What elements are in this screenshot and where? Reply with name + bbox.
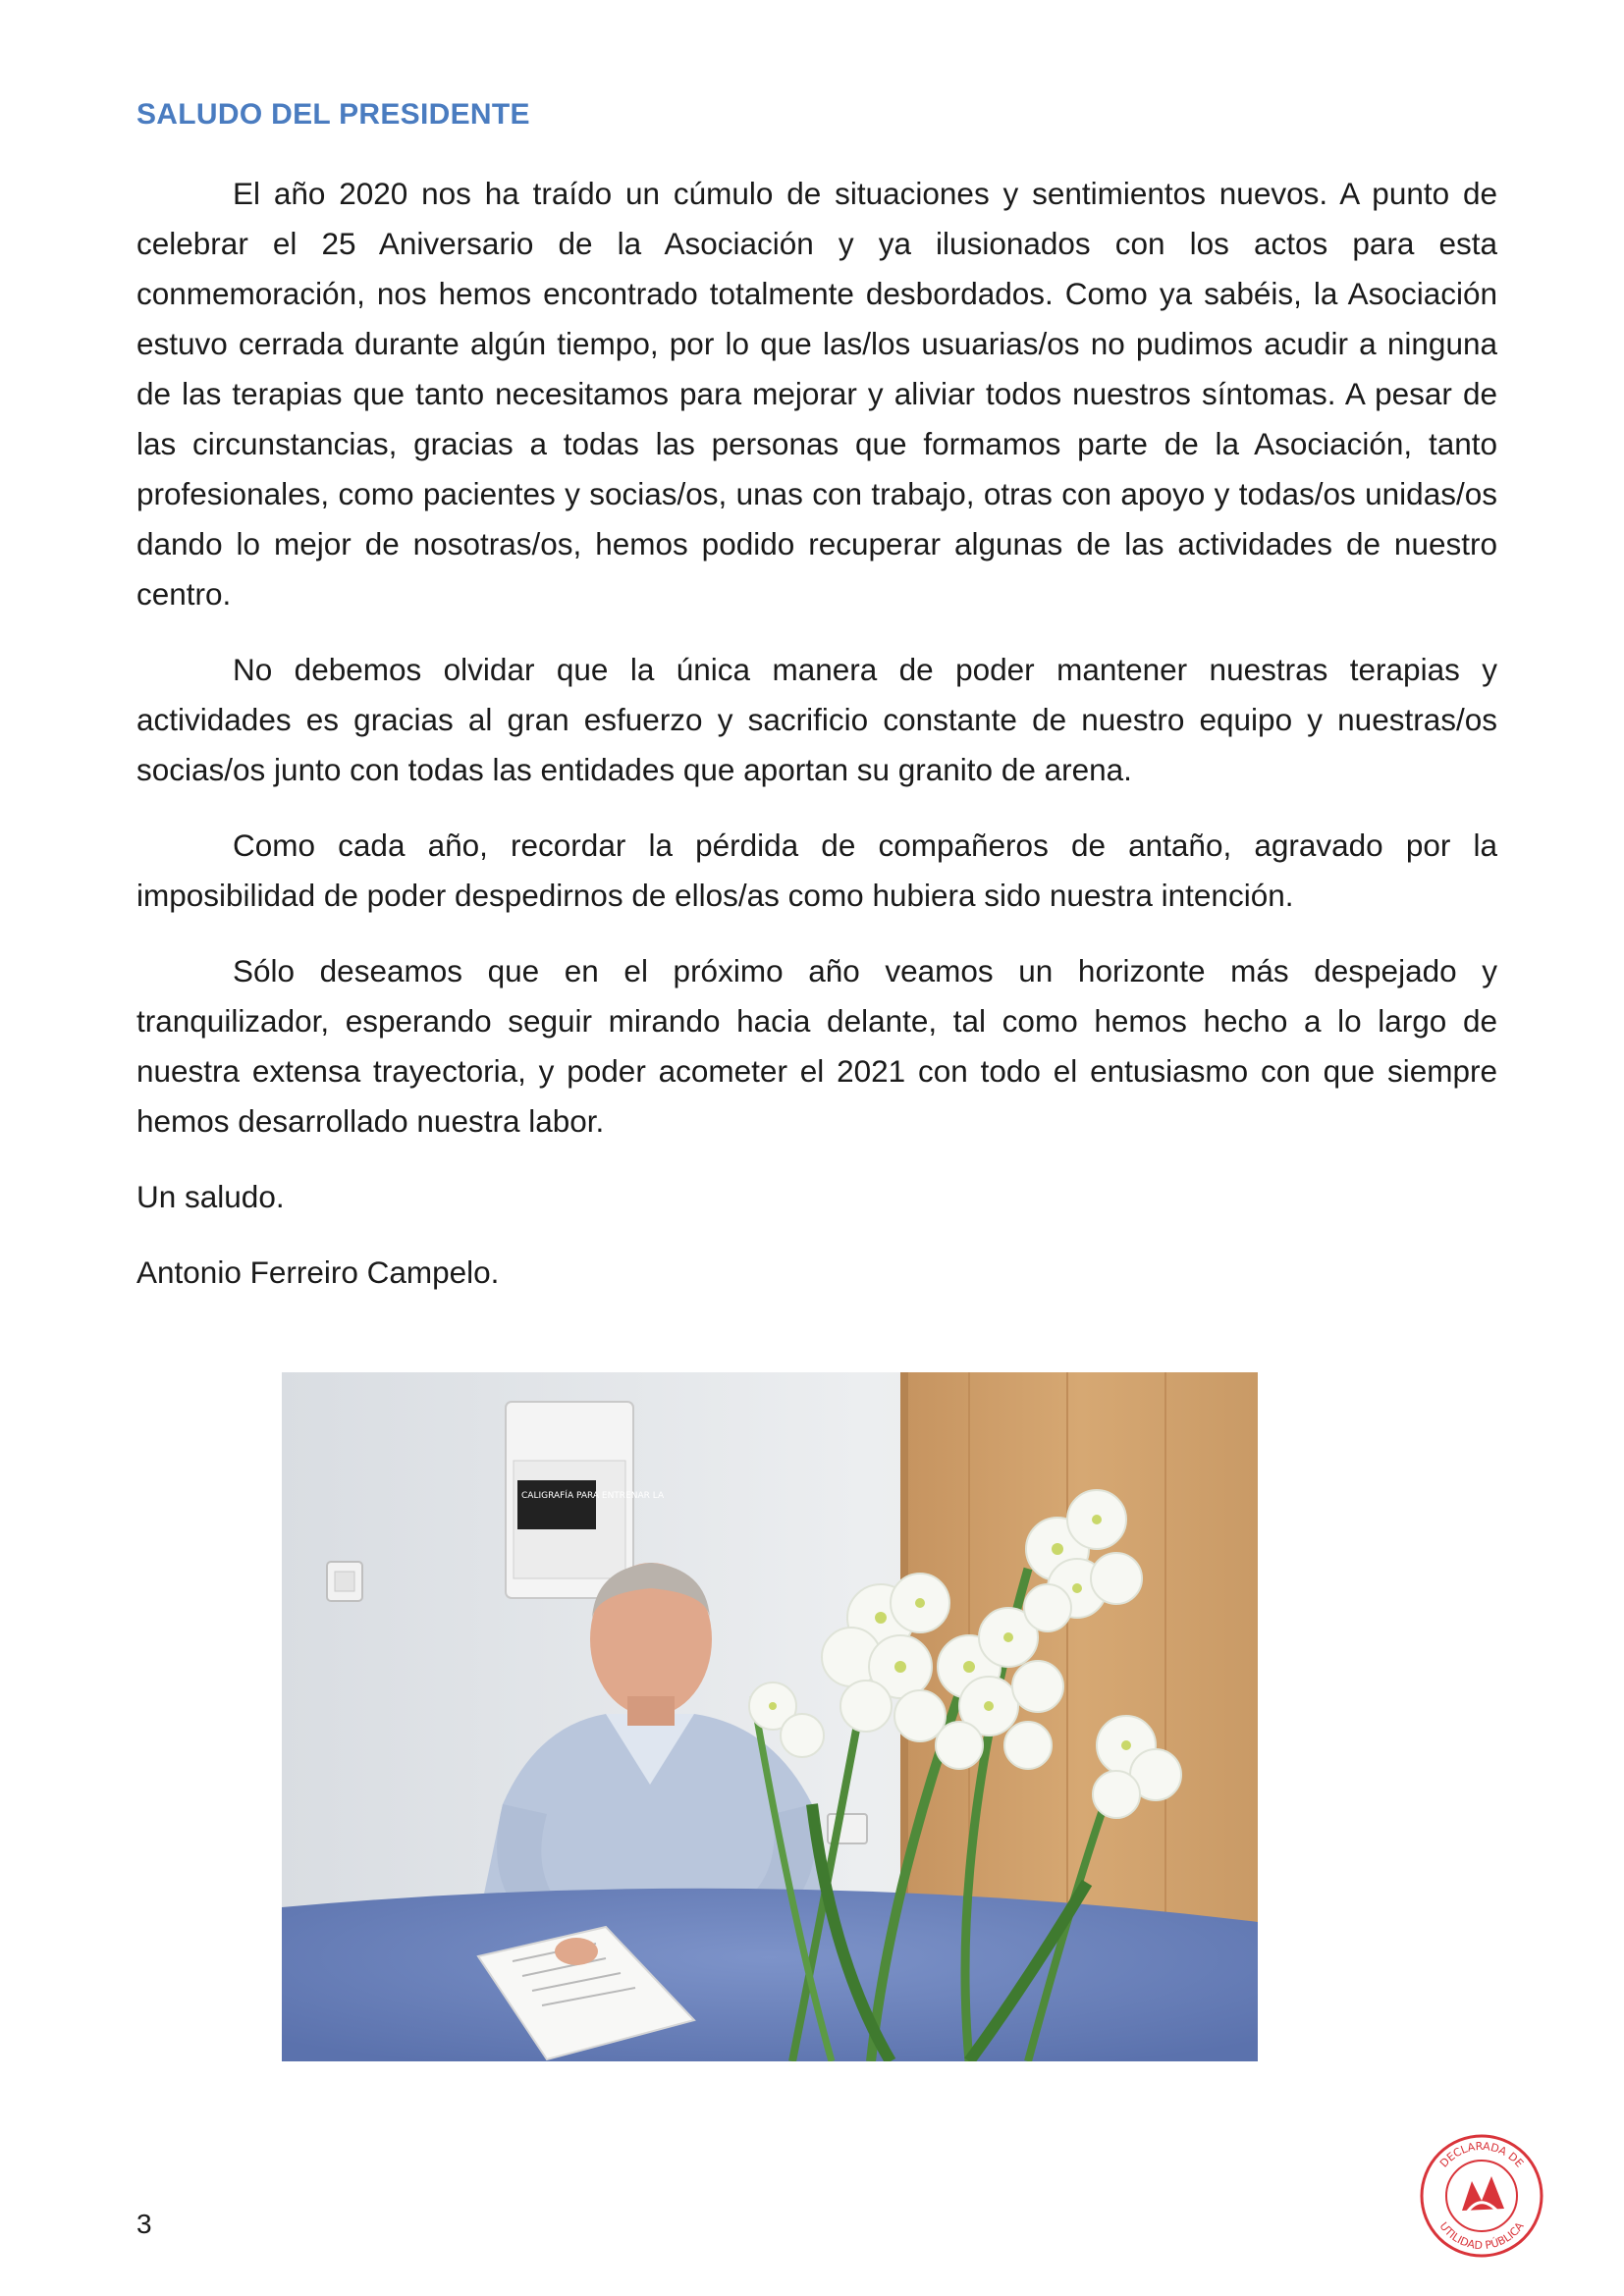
paragraph-1: El año 2020 nos ha traído un cúmulo de situaciones y sentimientos nuevos. A punto de celebrar el 25 Aniversario de la Asociación y ya ilusionados con los actos para esta conmemoración, nos hemos encontrado totalmente desbordados. Como ya sabéis, la Asociación estuvo cerrada durante algún tiempo, por lo que las/los usuarias/os no pudimos acudir a ninguna de las terapias que tanto necesitamos para mejorar y aliviar todos nuestros síntomas. A pesar de las circunstancias, gracias a todas las personas que formamos parte de la Asociación, tanto profesionales, como pacientes y socias/os, unas con trabajo, otras con apoyo y todas/os unidas/os dando lo mejor de nosotras/os, hemos podido recuperar algunas de las actividades de nuestro centro. [136,176,1497,612]
paragraph-4: Sólo deseamos que en el próximo año veamos un horizonte más despejado y tranquilizador, esperando seguir mirando hacia delante, tal como hemos hecho a lo largo de nuestra extensa trayectoria, y poder acometer el 2021 con todo el entusiasmo con que siempre hemos desarrollado nuestra labor. [136,953,1497,1139]
paragraph-3: Como cada año, recordar la pérdida de compañeros de antaño, agravado por la imposibilidad de poder despedirnos de ellos/as como hubiera sido nuestra intención. [136,828,1497,913]
sign-text: CALIGRAFÍA PARA ENTRENAR LA [521,1491,665,1501]
closing-line: Un saludo. [136,1179,285,1214]
signature-line: Antonio Ferreiro Campelo. [136,1255,500,1290]
president-photo [282,1372,1258,2061]
seal-text-bottom: UTILIDAD PÚBLICA [1436,2219,1527,2253]
letter-body [136,169,1497,1323]
utilidad-publica-seal [1418,2132,1545,2260]
page-number: 3 [136,2209,152,2239]
seal-emblem-icon [1462,2176,1504,2216]
page-title: SALUDO DEL PRESIDENTE [136,98,530,131]
seal-text-top: DECLARADA DE [1437,2139,1527,2170]
paragraph-2: No debemos olvidar que la única manera de poder mantener nuestras terapias y actividades es gracias al gran esfuerzo y sacrificio constante de nuestro equipo y nuestras/os socias/os junto con todas las entidades que aportan su granito de arena. [136,652,1497,787]
table [282,1889,1258,2061]
